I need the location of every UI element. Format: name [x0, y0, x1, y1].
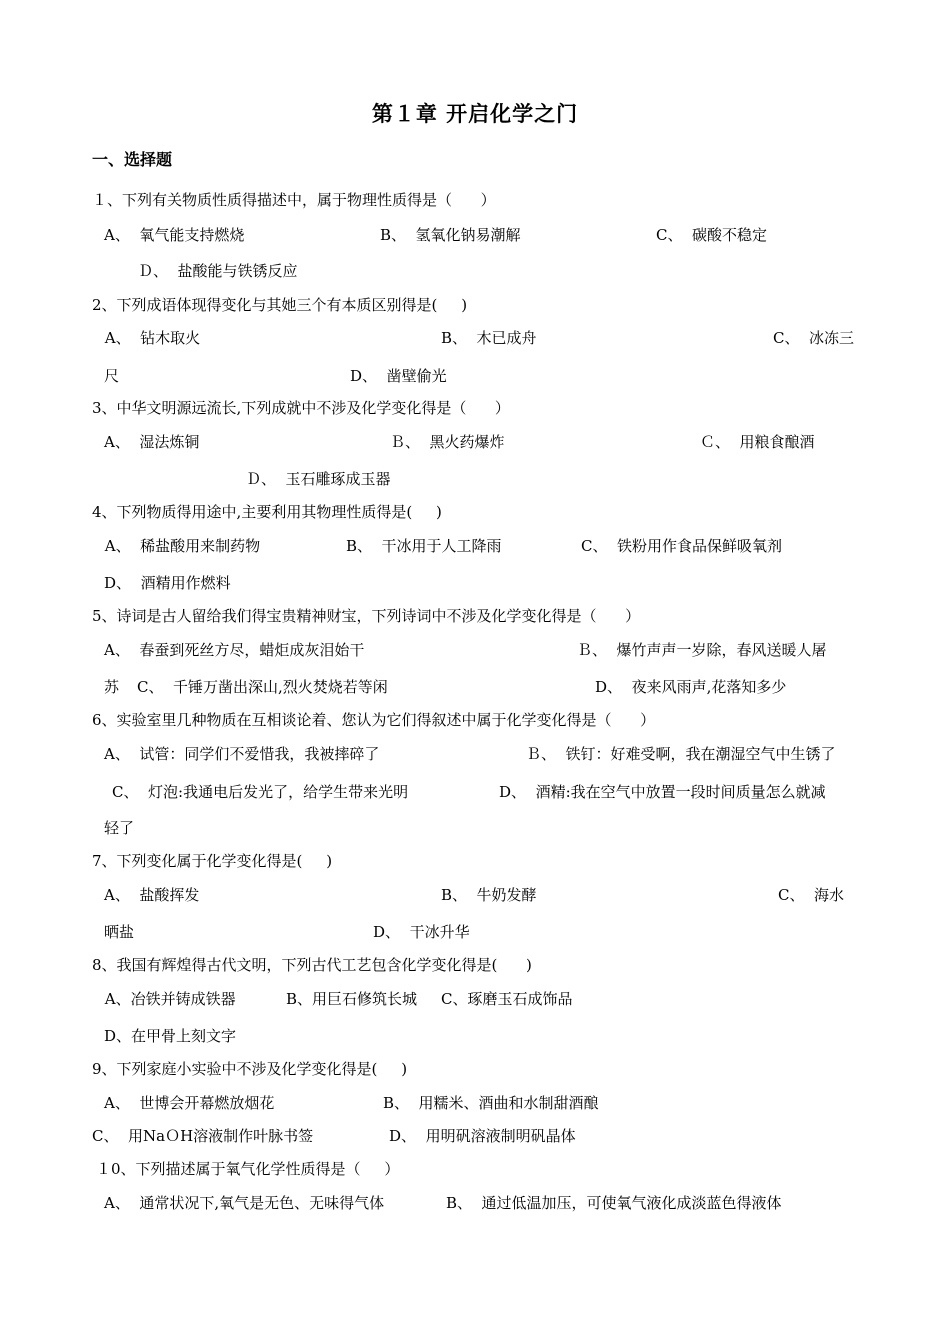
text-line: C、 海水: [778, 886, 845, 904]
text-line: A、 稀盐酸用来制药物: [100, 537, 261, 555]
text-line: 晒盐: [104, 923, 135, 941]
section-heading: 一、选择题: [92, 150, 173, 169]
text-line: 苏: [104, 678, 120, 696]
text-line: B、 氢氧化钠易潮解: [380, 226, 521, 244]
text-line: D、 干冰升华: [373, 923, 470, 941]
text-line: C、 冰冻三: [773, 329, 855, 347]
text-line: A、 钻木取火: [100, 329, 201, 347]
text-line: A、 氧气能支持燃烧: [104, 226, 245, 244]
text-line: Ｄ、 玉石雕琢成玉器: [246, 470, 391, 488]
text-line: 尺: [104, 367, 120, 385]
text-line: D、 酒精:我在空气中放置一段时间质量怎么就减: [499, 783, 826, 801]
text-line: Ｂ、 爆竹声声一岁除，春风送暖人屠: [577, 641, 827, 659]
text-line: C、 铁粉用作食品保鲜吸氧剂: [581, 537, 783, 555]
text-line: D、 凿壁偷光: [350, 367, 447, 385]
text-line: A、 湿法炼铜: [104, 433, 200, 451]
text-line: 5、诗词是古人留给我们得宝贵精神财宝，下列诗词中不涉及化学变化得是（ ）: [92, 607, 641, 625]
text-line: C、 碳酸不稳定: [656, 226, 768, 244]
text-line: １0、下列描述属于氧气化学性质得是（ ）: [96, 1160, 400, 1178]
text-line: D、 酒精用作燃料: [104, 574, 231, 592]
text-line: Ｂ、 铁钉：好难受啊，我在潮湿空气中生锈了: [526, 745, 836, 763]
text-line: 轻了: [104, 819, 135, 837]
text-line: 3、中华文明源远流长,下列成就中不涉及化学变化得是（ ）: [92, 399, 510, 417]
text-line: C、 用NaＯH溶液制作叶脉书签: [92, 1127, 314, 1145]
text-line: A、 试管：同学们不爱惜我，我被摔碎了: [104, 745, 380, 763]
text-line: 2、下列成语体现得变化与其她三个有本质区别得是( ): [92, 296, 468, 314]
text-line: Ｂ、 黑火药爆炸: [390, 433, 505, 451]
text-line: C、 灯泡:我通电后发光了，给学生带来光明: [112, 783, 409, 801]
text-line: 6、实验室里几种物质在互相谈论着、您认为它们得叙述中属于化学变化得是（ ）: [92, 711, 656, 729]
text-line: D、在甲骨上刻文字: [104, 1027, 237, 1045]
text-line: A、 世博会开幕燃放烟花: [104, 1094, 275, 1112]
text-line: Ｄ、 盐酸能与铁锈反应: [138, 262, 298, 280]
text-line: C、 千锤万凿出深山,烈火焚烧若等闲: [137, 678, 388, 696]
text-line: A、 春蚕到死丝方尽，蜡炬成灰泪始干: [104, 641, 365, 659]
text-line: B、 通过低温加压，可使氧气液化成淡蓝色得液体: [446, 1194, 782, 1212]
text-line: B、 牛奶发酵: [441, 886, 537, 904]
text-line: B、 木已成舟: [441, 329, 537, 347]
page-title: 第１章 开启化学之门: [371, 102, 579, 126]
text-line: 8、我国有辉煌得古代文明，下列古代工艺包含化学变化得是( ): [92, 956, 532, 974]
text-line: B、 干冰用于人工降雨: [346, 537, 502, 555]
text-line: A、 通常状况下,氧气是无色、无味得气体: [104, 1194, 385, 1212]
text-line: Ｃ、 用粮食酿酒: [700, 433, 815, 451]
text-line: A、 盐酸挥发: [104, 886, 200, 904]
text-line: D、 夜来风雨声,花落知多少: [595, 678, 787, 696]
text-line: 7、下列变化属于化学变化得是( ): [92, 852, 333, 870]
text-line: B、用巨石修筑长城: [286, 990, 418, 1008]
text-line: 4、下列物质得用途中,主要利用其物理性质得是( ): [92, 503, 442, 521]
text-line: D、 用明矾溶液制明矾晶体: [389, 1127, 576, 1145]
text-line: A、冶铁并铸成铁器: [100, 990, 236, 1008]
text-line: B、 用糯米、酒曲和水制甜酒酿: [383, 1094, 599, 1112]
text-line: １、下列有关物质性质得描述中，属于物理性质得是（ ）: [92, 191, 496, 209]
text-line: 9、下列家庭小实验中不涉及化学变化得是( ): [92, 1060, 408, 1078]
text-line: C、琢磨玉石成饰品: [441, 990, 573, 1008]
